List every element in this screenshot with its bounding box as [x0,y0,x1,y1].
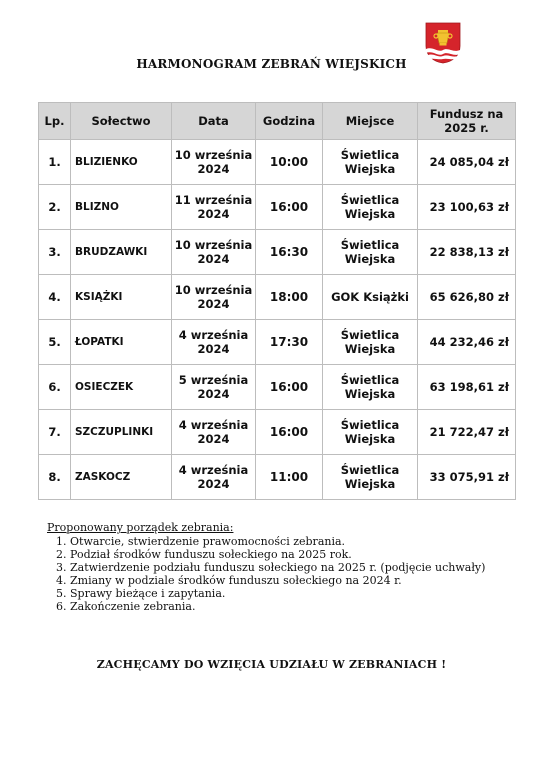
column-header-solectwo: Sołectwo [71,103,172,140]
meeting-date-day: 11 września [174,193,253,207]
meeting-place-line2: Wiejska [344,432,396,446]
row-number: 1. [39,140,71,185]
table-header-row [39,103,516,140]
meeting-date [172,230,256,275]
meeting-place-line1: Świetlica [340,418,400,432]
meeting-place-line1: GOK Książki [331,290,409,304]
table-row [39,455,516,500]
column-header-lp: Lp. [39,103,71,140]
table-row [39,320,516,365]
meeting-place [323,365,418,410]
meeting-date-year: 2024 [197,387,230,401]
meeting-time: 11:00 [256,455,323,500]
column-header-data: Data [172,103,256,140]
meeting-time: 16:00 [256,185,323,230]
meeting-place [323,320,418,365]
table-row [39,275,516,320]
meeting-date [172,410,256,455]
meeting-place-line1: Świetlica [340,373,400,387]
meeting-place [323,230,418,275]
village-name: ŁOPATKI [71,320,172,365]
footer-call-to-action: ZACHĘCAMY DO WZIĘCIA UDZIAŁU W ZEBRANIACH ! [96,658,447,671]
village-name: KSIĄŻKI [71,275,172,320]
meeting-place [323,410,418,455]
village-name: OSIECZEK [71,365,172,410]
meeting-date [172,185,256,230]
meeting-time: 16:00 [256,365,323,410]
column-header-miejsce: Miejsce [323,103,418,140]
meeting-place-line1: Świetlica [340,193,400,207]
village-name: BLIZIENKO [71,140,172,185]
meeting-time: 10:00 [256,140,323,185]
meeting-time: 16:00 [256,410,323,455]
table-row [39,410,516,455]
meeting-place [323,140,418,185]
table-row [39,365,516,410]
fund-amount: 23 100,63 zł [418,185,516,230]
agenda-list [47,535,487,613]
table-row [39,230,516,275]
column-header-fundusz [418,103,516,140]
meeting-date-year: 2024 [197,477,230,491]
meeting-date-day: 10 września [174,283,253,297]
meeting-place-line1: Świetlica [340,148,400,162]
meeting-place [323,455,418,500]
fund-amount: 44 232,46 zł [418,320,516,365]
meeting-place-line2: Wiejska [344,252,396,266]
meeting-place-line1: Świetlica [340,463,400,477]
meeting-date [172,275,256,320]
meeting-date-year: 2024 [197,432,230,446]
meeting-date-year: 2024 [197,162,230,176]
fund-amount: 65 626,80 zł [418,275,516,320]
meeting-date [172,365,256,410]
row-number: 3. [39,230,71,275]
village-name: ZASKOCZ [71,455,172,500]
row-number: 2. [39,185,71,230]
agenda-item: 4. Zmiany w podziale środków funduszu sołeckiego na 2024 r. [70,574,487,587]
meeting-date-day: 4 września [178,463,249,477]
meeting-place-line2: Wiejska [344,387,396,401]
village-name: SZCZUPLINKI [71,410,172,455]
fund-amount: 33 075,91 zł [418,455,516,500]
meeting-place-line2: Wiejska [344,207,396,221]
meeting-place-line2: Wiejska [344,342,396,356]
village-name: BLIZNO [71,185,172,230]
column-header-godzina: Godzina [256,103,323,140]
agenda-item: 2. Podział środków funduszu sołeckiego na 2025 rok. [70,548,487,561]
village-name: BRUDZAWKI [71,230,172,275]
fund-amount: 24 085,04 zł [418,140,516,185]
meeting-date [172,140,256,185]
meeting-date [172,455,256,500]
agenda-item: 5. Sprawy bieżące i zapytania. [70,587,487,600]
meeting-place [323,275,418,320]
meeting-date-day: 10 września [174,238,253,252]
meeting-place-line2: Wiejska [344,162,396,176]
meeting-date-day: 4 września [178,418,249,432]
agenda [47,521,487,613]
page-title: HARMONOGRAM ZEBRAŃ WIEJSKICH [136,57,407,71]
meeting-time: 18:00 [256,275,323,320]
meeting-place-line2: Wiejska [344,477,396,491]
row-number: 6. [39,365,71,410]
meeting-time: 17:30 [256,320,323,365]
agenda-heading: Proponowany porządek zebrania: [47,521,234,534]
meeting-date [172,320,256,365]
row-number: 4. [39,275,71,320]
row-number: 7. [39,410,71,455]
meeting-date-year: 2024 [197,297,230,311]
column-header-fundusz-line1: Fundusz na [429,107,504,121]
table-row [39,185,516,230]
meeting-date-year: 2024 [197,207,230,221]
meeting-date-year: 2024 [197,252,230,266]
meeting-place-line1: Świetlica [340,238,400,252]
meeting-date-day: 10 września [174,148,253,162]
meeting-time: 16:30 [256,230,323,275]
agenda-item: 1. Otwarcie, stwierdzenie prawomocności zebrania. [70,535,487,548]
column-header-fundusz-line2: 2025 r. [444,121,489,135]
meeting-date-day: 5 września [178,373,249,387]
fund-amount: 22 838,13 zł [418,230,516,275]
meeting-date-year: 2024 [197,342,230,356]
table-row [39,140,516,185]
schedule-table [38,102,516,500]
fund-amount: 21 722,47 zł [418,410,516,455]
fund-amount: 63 198,61 zł [418,365,516,410]
meeting-date-day: 4 września [178,328,249,342]
meeting-place [323,185,418,230]
agenda-item: 6. Zakończenie zebrania. [70,600,487,613]
meeting-place-line1: Świetlica [340,328,400,342]
agenda-item: 3. Zatwierdzenie podziału funduszu sołeckiego na 2025 r. (podjęcie uchwały) [70,561,487,574]
row-number: 5. [39,320,71,365]
row-number: 8. [39,455,71,500]
